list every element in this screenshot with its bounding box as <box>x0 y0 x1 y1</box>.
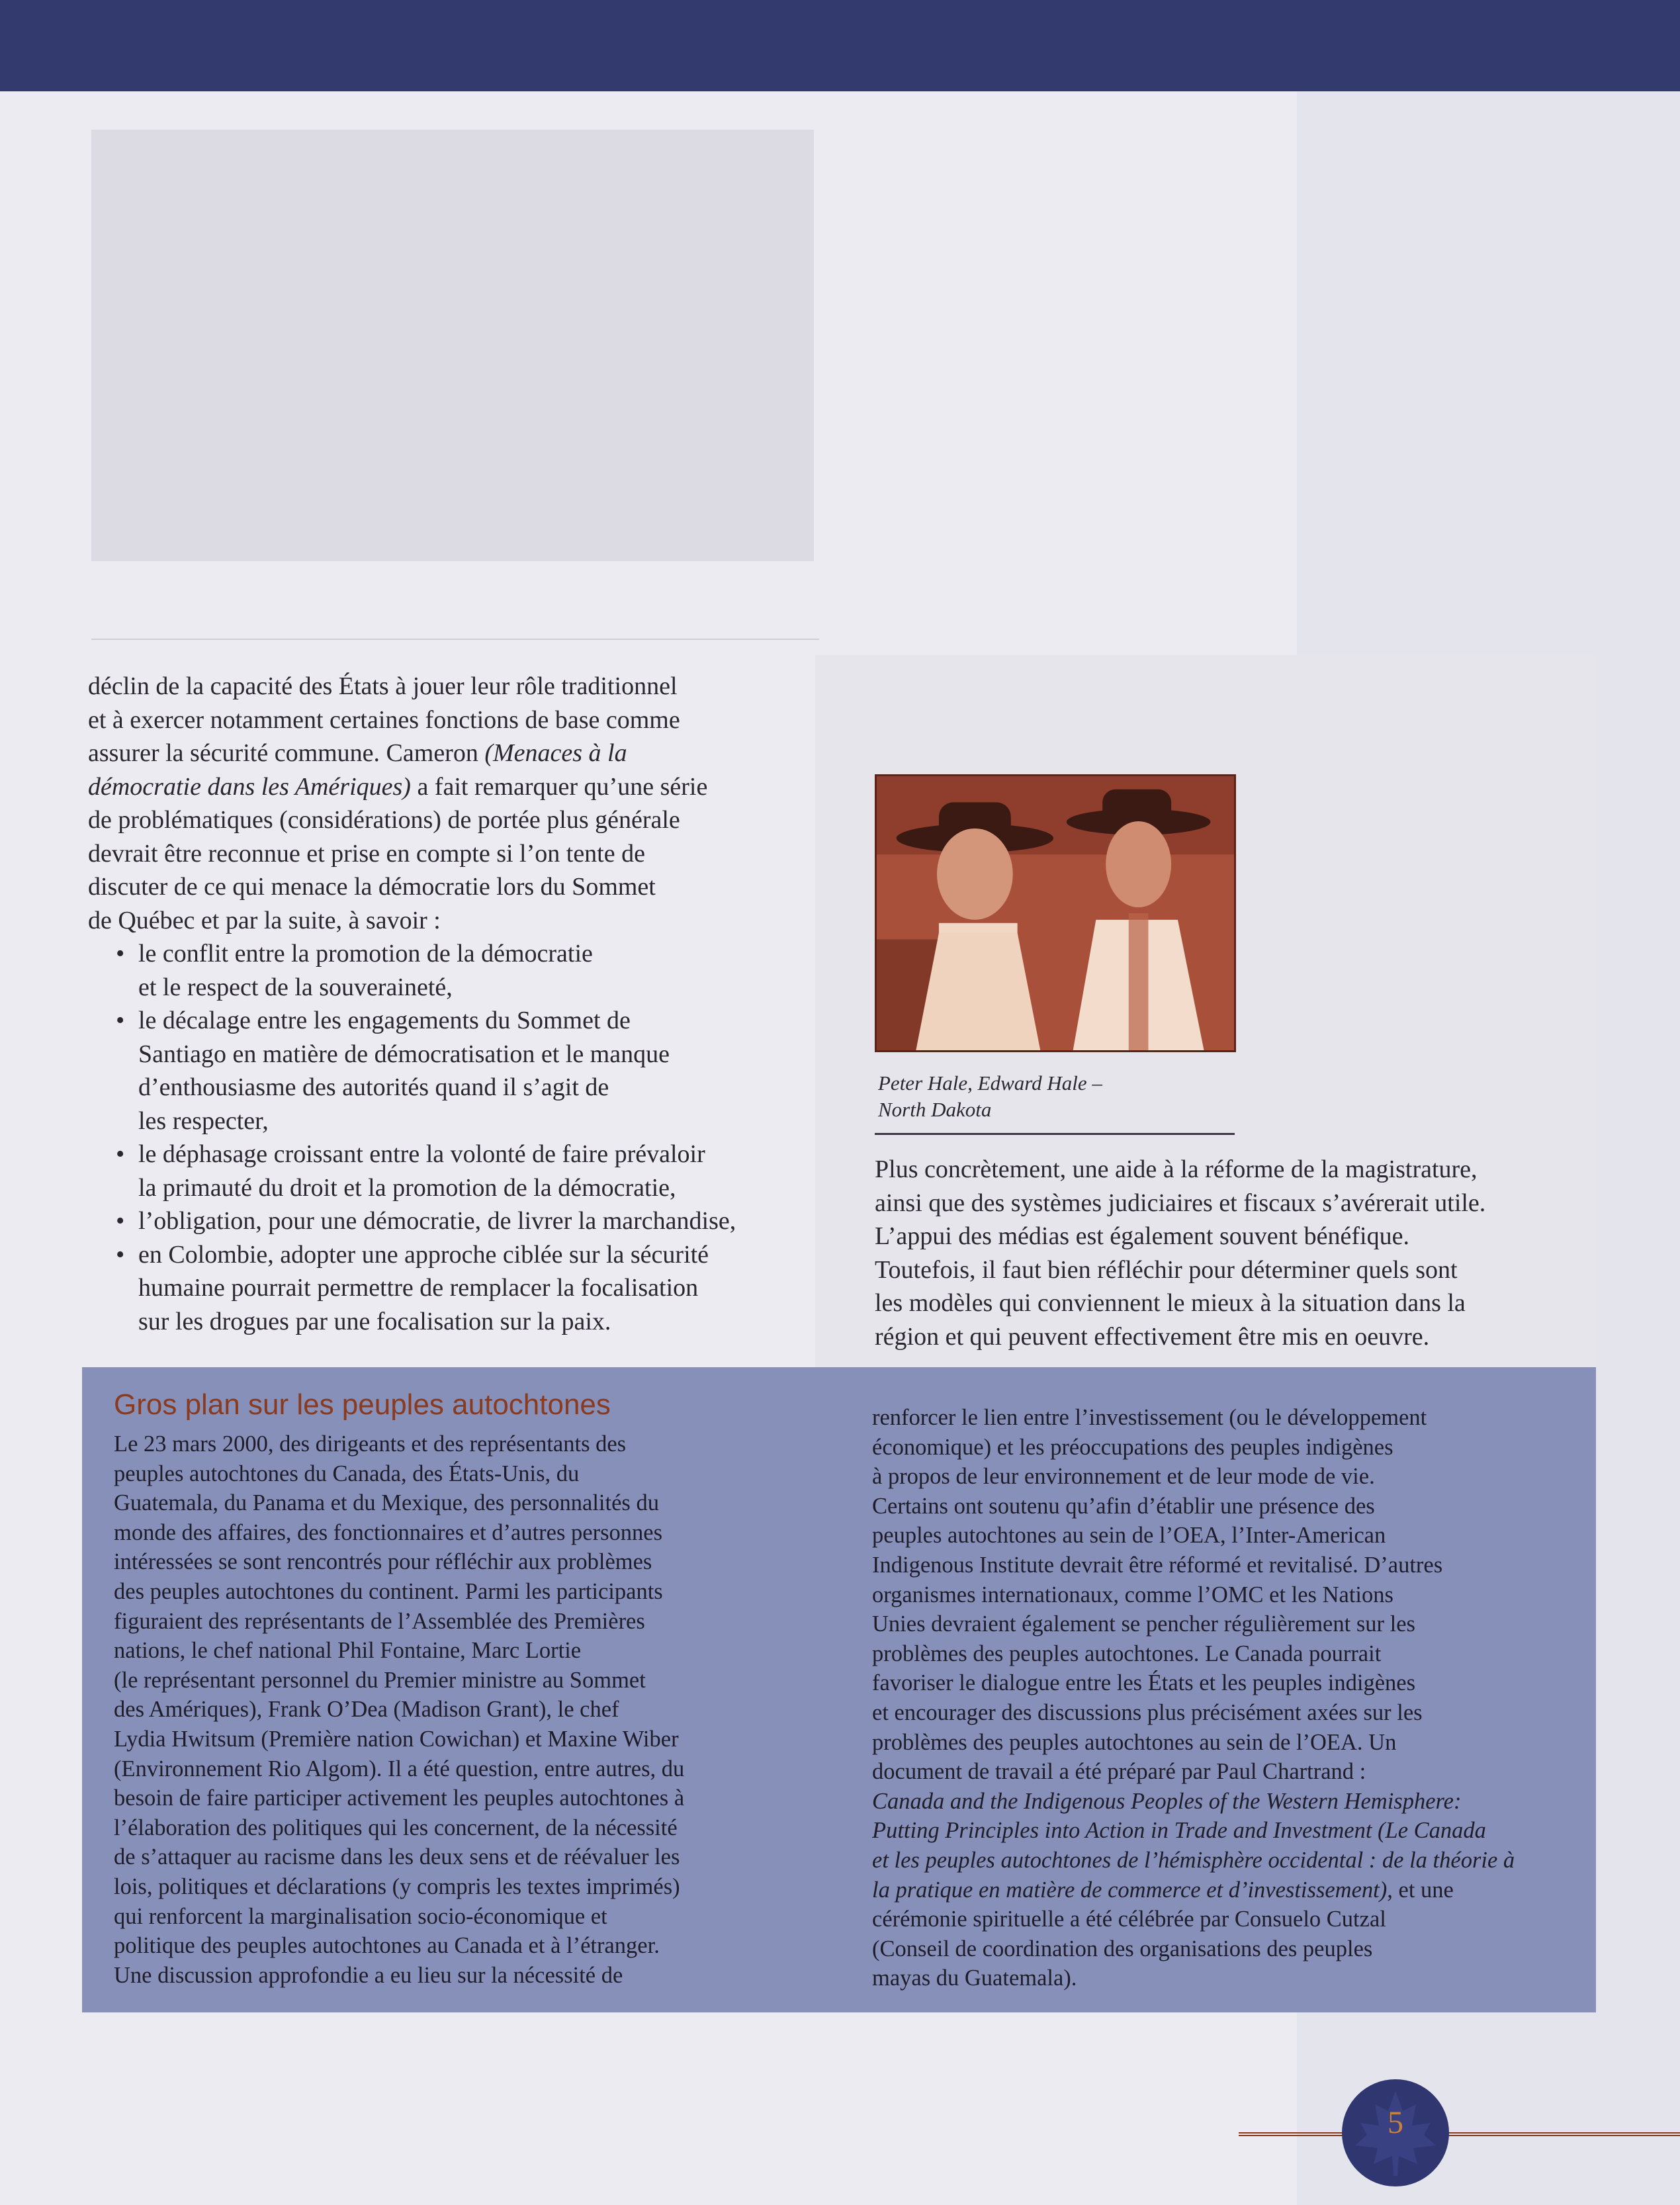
focus-box-right-text <box>872 1403 1573 1993</box>
caption-divider <box>875 1133 1235 1135</box>
intro-paragraph <box>88 670 806 937</box>
list-item-text: le conflit entre la promotion de la démocratie et le respect de la souveraineté, <box>138 940 593 1001</box>
photo-illustration <box>877 776 1234 1050</box>
list-item <box>88 1238 806 1339</box>
show-through-rule <box>91 639 819 640</box>
document-title: Canada and the Indigenous Peoples of the Western Hemisphere: Putting Principles into Action in Trade and Investment (Le Canada et les peuples autochtones de l’hémisphère occidental : de la théorie à la pratique en matière de commerce et d’investissement) <box>872 1788 1515 1903</box>
focus-box-title: Gros plan sur les peuples autochtones <box>114 1388 611 1421</box>
page-number: 5 <box>1388 2105 1403 2140</box>
intro-text-start: déclin de la capacité des États à jouer leur rôle traditionnel et à exercer notamment certaines fonctions de base comme assurer la sécurité commune. Cameron <box>88 672 680 767</box>
left-column <box>88 670 806 1338</box>
list-item-text: l’obligation, pour une démocratie, de livrer la marchandise, <box>138 1207 736 1235</box>
threat-list <box>88 937 806 1338</box>
bullet-dot-icon: • <box>116 1207 125 1235</box>
list-item-text: le déphasage croissant entre la volonté de faire prévaloir la primauté du droit et la promotion de la démocratie, <box>138 1140 705 1202</box>
list-item-text: le décalage entre les engagements du Sommet de Santiago en matière de démocratisation et le manque d’enthousiasme des autorités quand il s’agit de les respecter, <box>138 1007 670 1135</box>
focus-right-text-start: renforcer le lien entre l’investissement (ou le développement économique) et les préoccupations des peuples indigènes à propos de leur environnement et de leur mode de vie. Certains ont soutenu qu’afin d’établir une présence des peuples autochtones au sein de l’OEA, l’Inter-American Indigenous Institute devrait être réformé et revitalisé. D’autres organismes internationaux, comme l’OMC et les Nations Unies devraient également se pencher régulièrement sur les problèmes des peuples autochtones. Le Canada pourrait favoriser le dialogue entre les États et les peuples indigènes et encourager des discussions plus précisément axées sur les problèmes des peuples autochtones au sein de l’OEA. Un document de travail a été préparé par Paul Chartrand : <box>872 1405 1443 1785</box>
list-item <box>88 1138 806 1204</box>
list-item-text: en Colombie, adopter une approche ciblée sur la sécurité humaine pourrait permettre de remplacer la focalisation sur les drogues par une focalisation sur la paix. <box>138 1240 709 1335</box>
bullet-dot-icon: • <box>116 1007 125 1034</box>
right-column-text: Plus concrètement, une aide à la réforme de la magistrature, ainsi que des systèmes judiciaires et fiscaux s’avérerait utile. L’appui des médias est également souvent bénéfique. Toutefois, il faut bien réfléchir pour déterminer quels sont les modèles qui conviennent le mieux à la situation dans la région et qui peuvent effectivement être mis en oeuvre. <box>875 1155 1486 1351</box>
focus-box-left-text: Le 23 mars 2000, des dirigeants et des représentants des peuples autochtones du Canada, des États-Unis, du Guatemala, du Panama et du Mexique, des personnalités du monde des affaires, des fonctionnaires et d’autres personnes intéressées se sont rencontrés pour réfléchir aux problèmes des peuples autochtones du continent. Parmi les participants figuraient des représentants de l’Assemblée des Premières nations, le chef national Phil Fontaine, Marc Lortie (le représentant personnel du Premier ministre au Sommet des Amériques), Frank O’Dea (Madison Grant), le chef Lydia Hwitsum (Première nation Cowichan) et Maxine Wiber (Environnement Rio Algom). Il a été question, entre autres, du besoin de faire participer activement les peuples autochtones à l’élaboration des politiques qui les concernent, de la nécessité de s’attaquer au racisme dans les deux sens et de réévaluer les lois, politiques et déclarations (y compris les textes imprimés) qui renforcent la marginalisation socio-économique et politique des peuples autochtones au Canada et à l’étranger. Une discussion approfondie a eu lieu sur la nécessité de <box>114 1431 685 1988</box>
focus-right-text-end: , et une cérémonie spirituelle a été célébrée par Consuelo Cutzal (Conseil de coordination des organisations des peuples mayas du Guatemala). <box>872 1877 1454 1991</box>
list-item <box>88 937 806 1004</box>
intro-citation: (Menaces à la démocratie dans les Amériques) <box>88 739 627 801</box>
photo-hale <box>875 774 1236 1052</box>
bullet-dot-icon: • <box>116 940 125 968</box>
bullet-dot-icon: • <box>116 1140 125 1168</box>
photo-caption: Peter Hale, Edward Hale – North Dakota <box>878 1071 1102 1121</box>
intro-text-end: a fait remarquer qu’une série de problématiques (considérations) de portée plus générale devrait être reconnue et prise en compte si l’on tente de discuter de ce qui menace la démocratie lors du Sommet de Québec et par la suite, à savoir : <box>88 772 708 934</box>
footer-rule <box>1239 2132 1680 2136</box>
list-item <box>88 1004 806 1138</box>
header-band <box>0 0 1680 91</box>
bullet-dot-icon: • <box>116 1240 125 1269</box>
show-through-photo <box>91 130 814 561</box>
list-item <box>88 1204 806 1238</box>
